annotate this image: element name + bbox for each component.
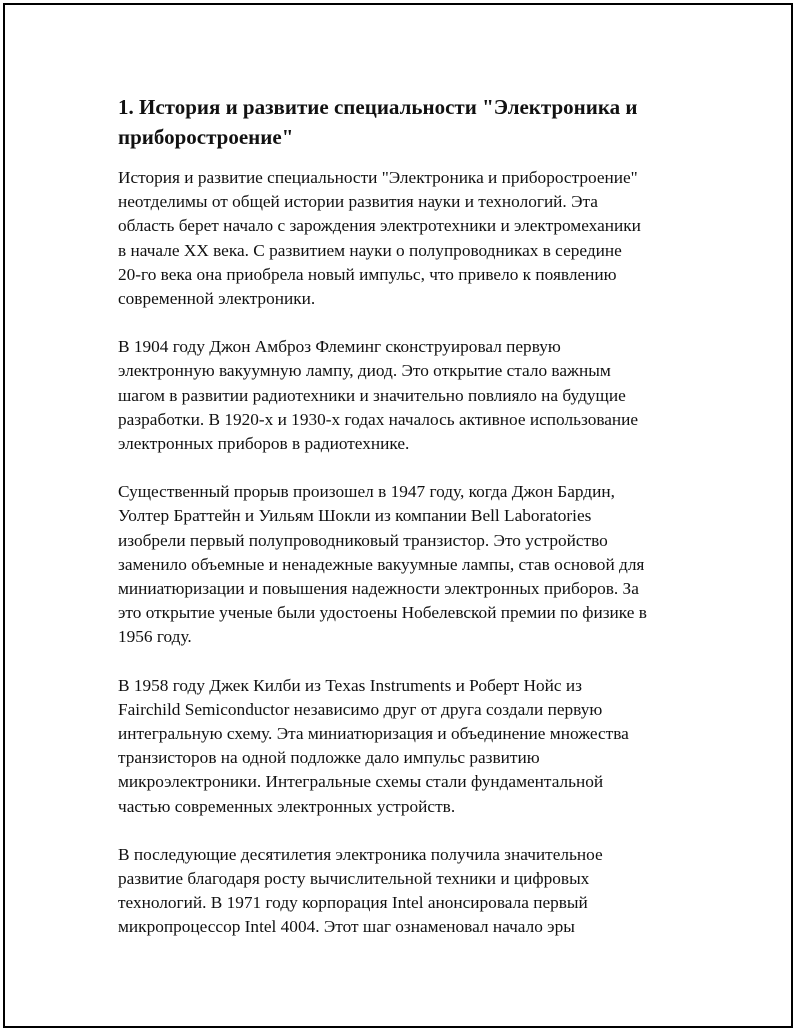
text-line: 20-го века она приобрела новый импульс, что привело к появлению <box>118 264 617 284</box>
text-line: Уолтер Браттейн и Уильям Шокли из компании Bell Laboratories <box>118 506 592 526</box>
document-body <box>118 92 708 964</box>
paragraph-transistor <box>118 480 708 649</box>
text-line: частью современных электронных устройств. <box>118 796 456 816</box>
text-line: в начале XX века. С развитием науки о полупроводниках в середине <box>118 240 622 260</box>
text-line: заменило объемные и ненадежные вакуумные лампы, став основой для <box>118 554 645 574</box>
section-heading <box>118 92 708 152</box>
text-line: транзисторов на одной подложке дало импульс развитию <box>118 748 540 768</box>
text-line: История и развитие специальности "Электроника и приборостроение" <box>118 168 638 187</box>
text-line: современной электроники. <box>118 289 316 309</box>
text-line: область берет начало с зарождения электротехники и электромеханики <box>118 216 641 236</box>
text-line: В 1904 году Джон Амброз Флеминг сконструировал первую <box>118 337 561 357</box>
text-line: Существенный прорыв произошел в 1947 году, когда Джон Бардин, <box>118 482 615 502</box>
paragraph-fleming <box>118 335 708 456</box>
paragraph-integrated-circuit <box>118 674 708 819</box>
heading-line: приборостроение" <box>118 125 294 149</box>
heading-line: 1. История и развитие специальности "Электроника и <box>118 95 638 119</box>
text-line: технологий. В 1971 году корпорация Intel анонсировала первый <box>118 893 588 913</box>
text-line: электронных приборов в радиотехнике. <box>118 434 410 454</box>
text-line: электронную вакуумную лампу, диод. Это открытие стало важным <box>118 361 611 381</box>
text-line: В 1958 году Джек Килби из Texas Instruments и Роберт Нойс из <box>118 675 582 695</box>
text-line: микроэлектроники. Интегральные схемы стали фундаментальной <box>118 772 604 792</box>
text-line: шагом в развитии радиотехники и значительно повлияло на будущие <box>118 385 626 405</box>
text-line: интегральную схему. Эта миниатюризация и объединение множества <box>118 724 629 744</box>
text-line: миниатюризации и повышения надежности электронных приборов. За <box>118 579 639 599</box>
paragraph-intro <box>118 166 708 311</box>
text-line: В последующие десятилетия электроника получила значительное <box>118 844 603 864</box>
text-line: разработки. В 1920-х и 1930-х годах началось активное использование <box>118 409 639 429</box>
text-line: это открытие ученые были удостоены Нобелевской премии по физике в <box>118 603 647 623</box>
text-line: 1956 году. <box>118 627 192 647</box>
text-line: изобрели первый полупроводниковый транзистор. Это устройство <box>118 530 608 550</box>
text-line: микропроцессор Intel 4004. Этот шаг ознаменовал начало эры <box>118 917 575 937</box>
text-line: развитие благодаря росту вычислительной техники и цифровых <box>118 869 590 889</box>
paragraph-microprocessor <box>118 843 708 940</box>
text-line: Fairchild Semiconductor независимо друг от друга создали первую <box>118 699 603 719</box>
text-line: неотделимы от общей истории развития науки и технологий. Эта <box>118 192 598 212</box>
